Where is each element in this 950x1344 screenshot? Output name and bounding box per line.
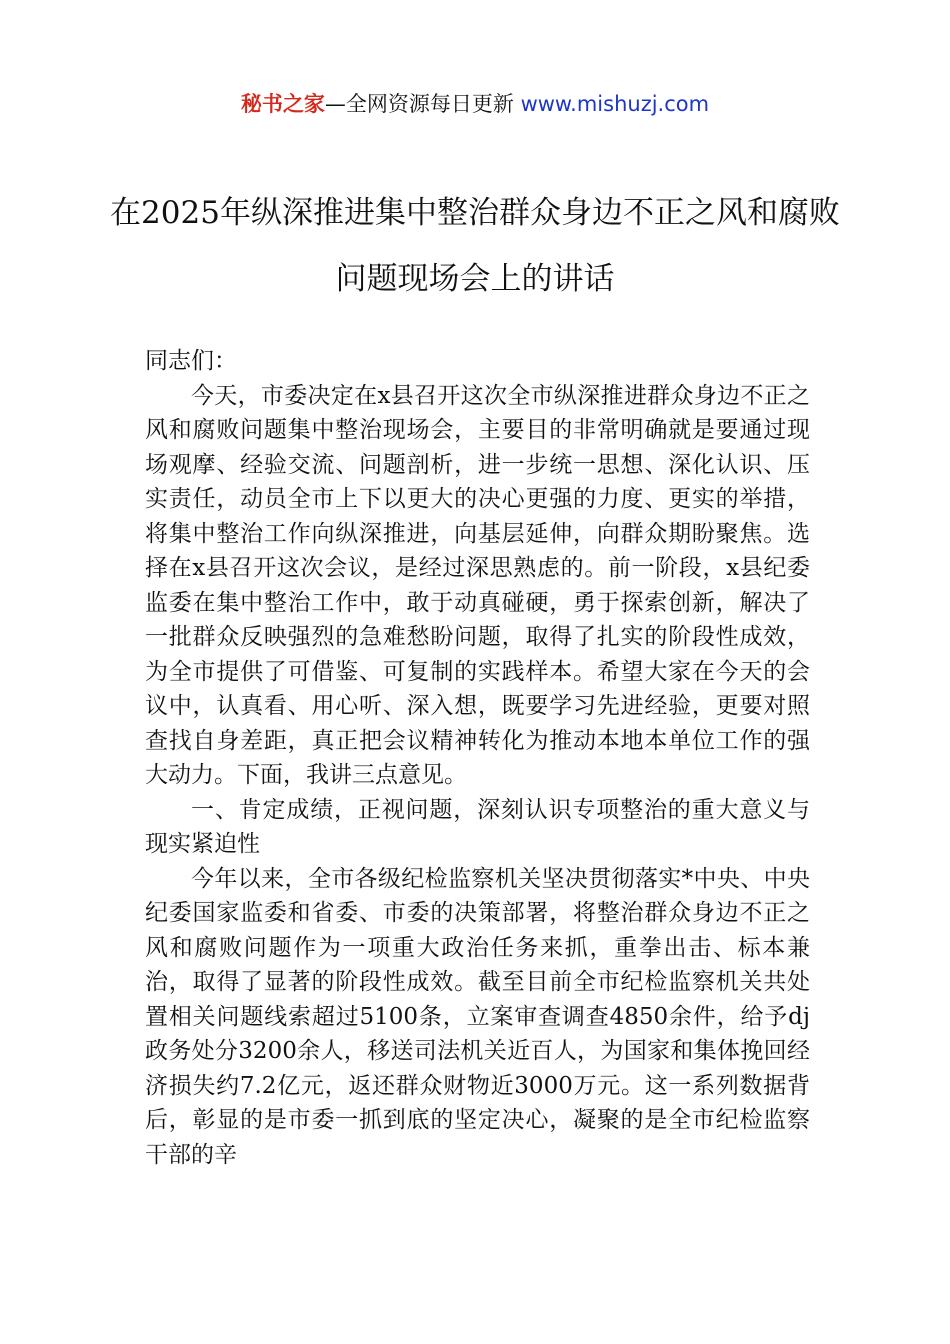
site-tagline: —全网资源每日更新 (324, 92, 514, 116)
salutation: 同志们： (145, 348, 237, 374)
paragraph-intro: 今天，市委决定在x县召开这次全市纵深推进群众身边不正之风和腐败问题集中整治现场会，主要目的非常明确就是要通过现场观摩、经验交流、问题剖析，进一步统一思想、深化认识、压实责任，动员全市上下以更大的决心更强的力度、更实的举措，将集中整治工作向纵深推进，向基层延伸，向群众期盼聚焦。选择在x县召开这次会议，是经过深思熟虑的。前一阶段，x县纪委监委在集中整治工作中，敢于动真碰硬，勇于探索创新，解决了一批群众反映强烈的急难愁盼问题，取得了扎实的阶段性成效，为全市提供了可借鉴、可复制的实践样本。希望大家在今天的会议中，认真看、用心听、深入想，既要学习先进经验，更要对照查找自身差距，真正把会议精神转化为推动本地本单位工作的强大动力。下面，我讲三点意见。 (145, 382, 810, 788)
site-header (0, 88, 950, 120)
site-url-link[interactable]: www.mishuzj.com (520, 92, 710, 116)
site-brand: 秘书之家 (240, 92, 325, 116)
section-heading-1: 一、肯定成绩，正视问题，深刻认识专项整治的重大意义与现实紧迫性 (145, 796, 810, 857)
document-body (145, 344, 810, 1172)
paragraph-achievements: 今年以来，全市各级纪检监察机关坚决贯彻落实*中央、中央纪委国家监委和省委、市委的决策部署，将整治群众身边不正之风和腐败问题作为一项重大政治任务来抓，重拳出击、标本兼治，取得了显著的阶段性成效。截至目前全市纪检监察机关共处置相关问题线索超过5100条，立案审查调查4850余件，给予dj政务处分3200余人，移送司法机关近百人，为国家和集体挽回经济损失约7.2亿元，返还群众财物近3000万元。这一系列数据背后，彰显的是市委一抓到底的坚定决心，凝聚的是全市纪检监察干部的辛 (145, 865, 810, 1168)
document-title: 在2025年纵深推进集中整治群众身边不正之风和腐败问题现场会上的讲话 (110, 195, 840, 297)
